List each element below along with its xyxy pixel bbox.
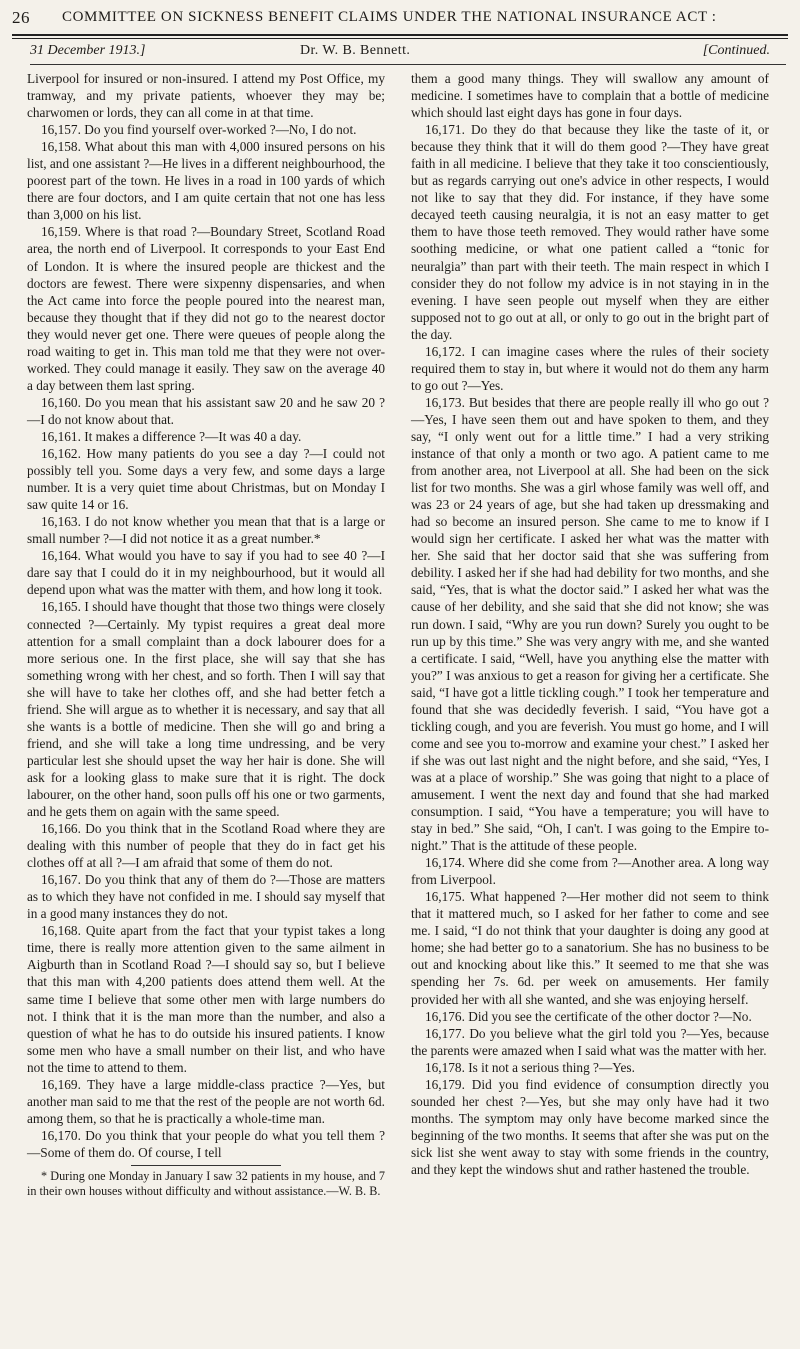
header-rule [12, 34, 788, 36]
paragraph: them a good many things. They will swallow any amount of medicine. I sometimes have to complain that a bottle of medicine which should last eight days has gone in four days. [411, 71, 769, 121]
paragraph: 16,174. Where did she come from ?—Another area. A long way from Liverpool. [411, 855, 769, 888]
paragraph: 16,179. Did you find evidence of consumption directly you sounded her chest ?—Yes, but she may only have had it two months. The symptom may only have become marked since the beginning of the two months. It seems that after she was put on the sick list she went away to stay with some friends in the country, and they kept the windows shut and rather hastened the trouble. [411, 1076, 769, 1177]
paragraph: 16,168. Quite apart from the fact that your typist takes a long time, there is really more attention given to the same ailment in Aigburth than in Scotland Road ?—I should say so, but I believe that this man with 4,200 patients does attend them well. At the same time I believe that some other men with large numbers do not. I think that it is the man more than the number, and also a question of what he has to do outside his insured patients. I know some men who have a small number on their list, and who have not the time to attend to them. [27, 923, 385, 1075]
paragraph: 16,160. Do you mean that his assistant saw 20 and he saw 20 ?—I do not know about that. [27, 394, 385, 427]
paragraph: 16,167. Do you think that any of them do ?—Those are matters as to which they have not confided in me. I should say myself that in a good many instances they do not. [27, 872, 385, 922]
paragraph: 16,178. Is it not a serious thing ?—Yes. [425, 1059, 635, 1075]
paragraph: 16,169. They have a large middle-class practice ?—Yes, but another man said to me that the rest of the people are not worth 6d. among them, so that he is practically a whole-time man. [27, 1076, 385, 1126]
paragraph: 16,157. Do you find yourself over-worked ?—No, I do not. [41, 122, 357, 138]
page-title: COMMITTEE ON SICKNESS BENEFIT CLAIMS UNDER THE NATIONAL INSURANCE ACT : [62, 9, 717, 25]
right-column [411, 70, 769, 1178]
paragraph: 16,177. Do you believe what the girl told you ?—Yes, because the parents were amazed when I said what was the matter with her. [411, 1025, 769, 1058]
paragraph: 16,173. But besides that there are people really ill who go out ?—Yes, I have seen them out and have spoken to them, and they say, “I only went out for a little time.” I had a very striking instance of that only a month or two ago. A patient came to me from another area, not Liverpool at all. She had been on the sick list for two months. She was a girl whose family was well off, and was 23 or 24 years of age, but she had taken up dressmaking and had so become an insured person. She came to me to know if I would sign her certificate. I asked her what was the matter with her. She said that her doctor said that she was suffering from debility. I asked her if she had had debility for two months, and she said, “Yes, that is what the doctor said.” I asked her what was the cause of her debility, and she said that she did not know; she was run down. I said, “Why are you run down? Surely you ought to be run up by this time.” She was very angry with me, and she wanted a certificate. I said, “Well, have you anything else the matter with you?” I was anxious to get a reason for giving her a certificate. She said, “I have got a little tickling cough.” I took her temperature and found that she was decidedly feverish. I said, “You have got a tickling cough, and you are feverish. You must go home, and I will come and see you to-morrow and examine your chest.” I asked her if she was out last night and the night before, and she said, “Yes, I was at a place of worship.” She was going that night to a place of amusement. I went the next day and found that she had marked consumption. I said, “You have a temperature; you will have to stay in bed.” She said, “Oh, I can't. I was going to the Empire to-night.” That is the attitude of these people. [411, 394, 769, 854]
sub-header-rule [30, 64, 786, 65]
paragraph: 16,159. Where is that road ?—Boundary Street, Scotland Road area, the north end of Liverpool. It corresponds to your East End of London. It is where the insured people are thickest and the doctors are fewest. There were sixpenny dispensaries, and when the Act came into force the people poured into the nearest man, because they thought that if they did not go to the nearest doctor they would never get one. There were queues of people along the road waiting to get in. This man told me that they were not over-worked. They could manage it easily. They saw on the average 40 a day between them last spring. [27, 224, 385, 393]
sub-header [30, 43, 786, 65]
paragraph: 16,158. What about this man with 4,000 insured persons on his list, and one assistant ?—He lives in a different neighbourhood, the poorest part of the town. He lives in a road in 100 yards of which there are four doctors, and I am quite certain that not one has less than 3,000 on his list. [27, 139, 385, 223]
paragraph: 16,164. What would you have to say if you had to see 40 ?—I dare say that I could do it in my neighbourhood, but it would all depend upon what was the matter with them, and how long it took. [27, 548, 385, 598]
footnote: * During one Monday in January I saw 32 patients in my house, and 7 in their own houses without difficulty and without assistance.—W. B. B. [27, 1169, 385, 1198]
page-number: 26 [12, 8, 30, 27]
paragraph: Liverpool for insured or non-insured. I attend my Post Office, my tramway, and my private patients, whoever they may be; charwomen or lords, they can all come in at that time. [27, 71, 385, 121]
paragraph: 16,165. I should have thought that those two things were closely connected ?—Certainly. My typist requires a great deal more attention for a small complaint than a dock labourer does for a more serious one. In the first place, she will say that she has something wrong with her chest, and so forth. Then I will say that she will have to take her clothes off, and she had better fetch a friend. She will argue as to whether it is necessary, and say that all she wants is a bottle of medicine. Then she will go and bring a friend, and she will take a long time undressing, and be very particular lest she should upset the way her hair is done. She will ask for a looking glass to make sure that it is right. The dock labourer, on the other hand, soon pulls off his one or two garments, and he gets them on again with the same speed. [27, 599, 385, 820]
paragraph: 16,170. Do you think that your people do what you tell them ?—Some of them do. Of course, I tell [27, 1127, 385, 1160]
paragraph: 16,161. It makes a difference ?—It was 40 a day. [41, 428, 302, 444]
paragraph: 16,172. I can imagine cases where the rules of their society required them to stay in, but where it would not do them any harm to go out ?—Yes. [411, 343, 769, 393]
witness-name: Dr. W. B. Bennett. [300, 43, 411, 58]
hearing-date: 31 December 1913.] [30, 43, 146, 58]
paragraph: 16,163. I do not know whether you mean that that is a large or small number ?—I did not notice it as a great number.* [27, 514, 385, 547]
paragraph: 16,171. Do they do that because they like the taste of it, or because they think that it will do them good ?—They have great faith in all medicine. I believe that they take it too conscientiously, but as regards carrying out one's advice in other respects, I would not like to say that they did. For instance, if they have some decayed teeth causing neuralgia, it is not an easy matter to get them to have those teeth removed. They would rather have some soothing medicine, or what one patient called a “tonic for neuralgia” than part with their teeth. The main respect in which I consider they do not follow my advice is in not staying in in the evening. I have seen people out myself when they are either supposed not to go out at all, or only to go out in the bright part of the day. [411, 122, 769, 342]
paragraph: 16,166. Do you think that in the Scotland Road where they are dealing with this number of people that they do in fact get his clothes off at all ?—I am afraid that some of them do not. [27, 821, 385, 871]
paragraph: 16,162. How many patients do you see a day ?—I could not possibly tell you. Some days a very few, and some days a large number. It is a very quiet time about Christmas, but on Monday I saw quite 14 or 16. [27, 446, 385, 513]
running-header [12, 6, 788, 32]
header-rule-thin [12, 38, 788, 39]
paragraph: 16,175. What happened ?—Her mother did not seem to think that it mattered much, so I asked for her father to come and see me. I said, “I do not think that your daughter is doing any good at home; she had better go to a sanatorium. She has no business to be out and knocking about like this.” It seemed to me that she was spending her 7s. 6d. per week on amusements. Her family provided her with all she wanted, and she was enjoying herself. [411, 889, 769, 1007]
left-column [27, 70, 385, 1199]
paragraph: 16,176. Did you see the certificate of the other doctor ?—No. [425, 1008, 752, 1024]
continued-label: [Continued. [702, 43, 770, 58]
footnote-rule [131, 1165, 281, 1166]
